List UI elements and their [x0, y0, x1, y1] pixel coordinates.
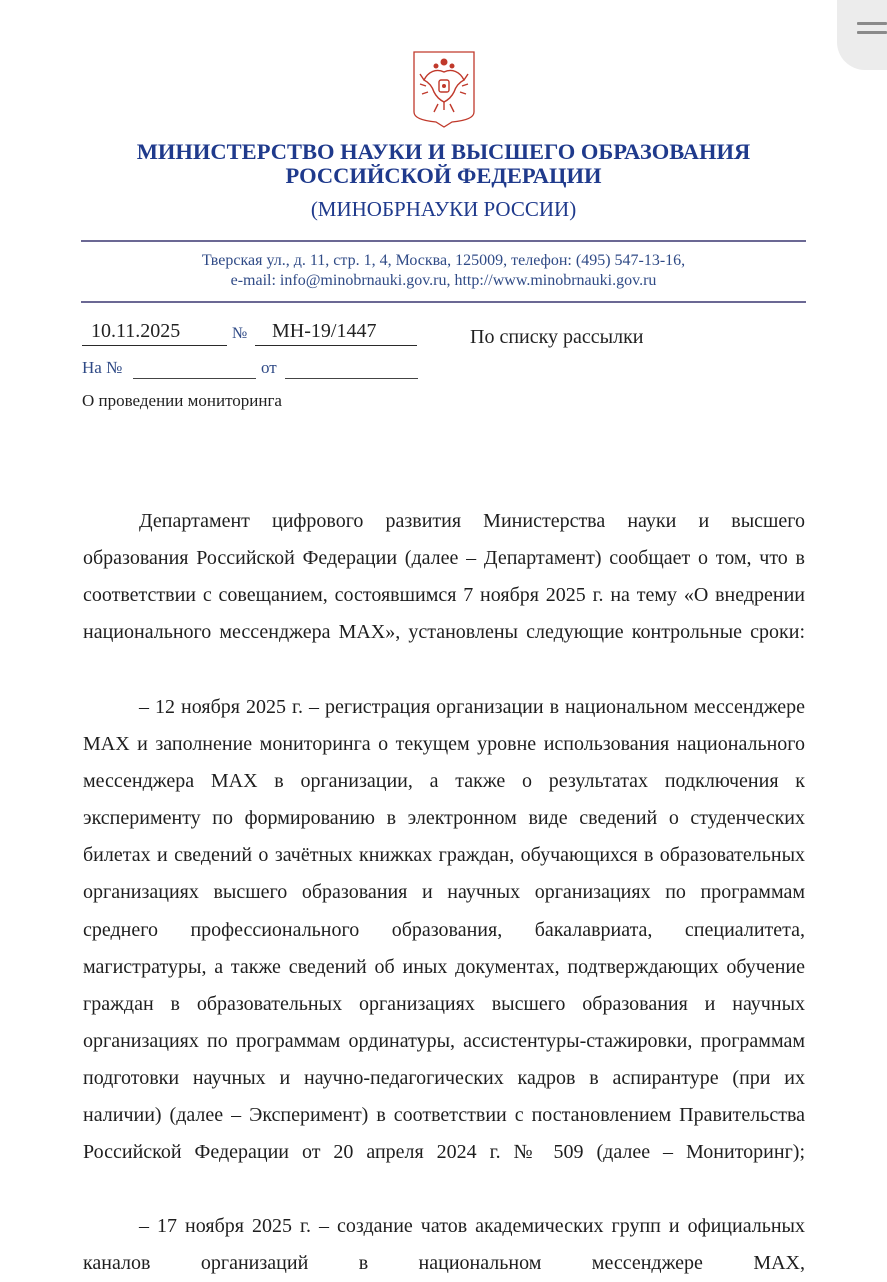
hamburger-menu-icon-bar [857, 31, 887, 34]
date-underline [82, 345, 227, 346]
hamburger-menu-icon [857, 22, 887, 25]
number-sign: № [232, 325, 248, 342]
from-label: от [261, 358, 277, 377]
reply-label: На № [82, 358, 123, 377]
menu-button[interactable] [837, 0, 887, 70]
body-paragraph: Департамент цифрового развития Министерства науки и высшего образования Российской Федерации (далее – Департамент) сообщает о том, что в соответствии с совещанием, состоявшимся 7 ноября 2025 г. на тему «О внедрении национального мессенджера MAX», установлены следующие контрольные сроки: [83, 510, 806, 644]
coat-of-arms-icon [412, 50, 476, 128]
header-divider-bottom [81, 301, 806, 303]
from-date-underline [285, 378, 418, 379]
header-divider-top [81, 240, 806, 242]
ministry-name: МИНИСТЕРСТВО НАУКИ И ВЫСШЕГО ОБРАЗОВАНИЯ [136, 139, 751, 164]
address-line: Тверская ул., д. 11, стр. 1, 4, Москва, 125009, телефон: (495) 547-13-16, [201, 252, 686, 269]
reply-number-underline [133, 378, 256, 379]
recipient: По списку рассылки [470, 326, 644, 348]
contact-line: e-mail: info@minobrnauki.gov.ru, http://www.minobrnauki.gov.ru [230, 272, 657, 289]
document-subject: О проведении мониторинга [82, 391, 282, 410]
number-underline [255, 345, 417, 346]
deadline-item [83, 689, 805, 1171]
deadline-item [83, 1208, 805, 1282]
document-number: МН-19/1447 [272, 320, 377, 342]
ministry-name-line2: РОССИЙСКОЙ ФЕДЕРАЦИИ [285, 163, 602, 188]
deadline-item-17-nov: – 17 ноября 2025 г. – создание чатов академических групп и официальных каналов организаций в национальном мессенджере MAX, [83, 1215, 805, 1275]
letter-body [83, 503, 805, 651]
document-date: 10.11.2025 [91, 320, 181, 342]
ministry-short-name: (МИНОБРНАУКИ РОССИИ) [310, 197, 577, 221]
deadline-item-12-nov: – 12 ноября 2025 г. – регистрация организации в национальном мессенджере MAX и заполнение мониторинга о текущем уровне использования национального мессенджера MAX в организации, а также о результатах подключения к эксперименту по формированию в электронном виде сведений о студенческих билетах и сведений о зачётных книжках граждан, обучающихся в образовательных организациях высшего образования и научных организациях по программам среднего профессионального образования, бакалавриата, специалитета, магистратуры, а также сведений об иных документах, подтверждающих обучение граждан в образовательных организациях высшего образования и научных организациях по программам ординатуры, ассистентуры-стажировки, программам подготовки научных и научно-педагогических кадров в аспирантуре (при их наличии) (далее – Эксперимент) в соответствии с постановлением Правительства Российской Федерации от 20 апреля 2024 г. № 509 (далее – Мониторинг); [83, 696, 806, 1164]
